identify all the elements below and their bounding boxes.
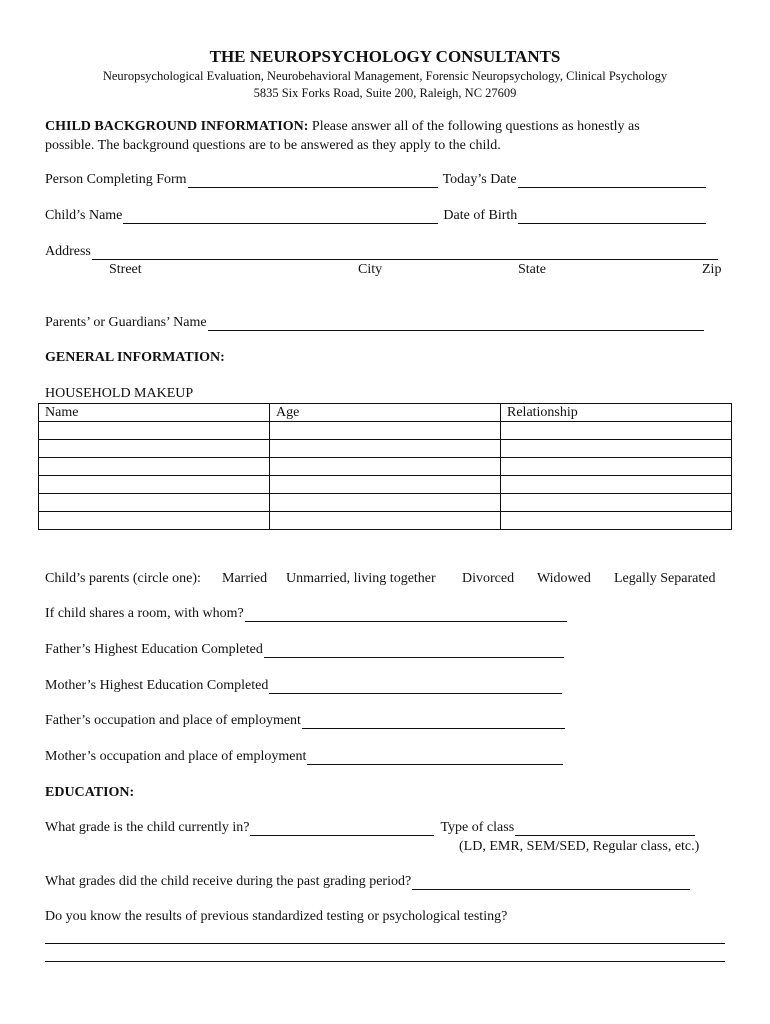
- table-cell[interactable]: [501, 512, 732, 530]
- household-table: [38, 403, 732, 530]
- services-subtitle: Neuropsychological Evaluation, Neurobehavioral Management, Forensic Neuropsychology, Clinical Psychology: [102, 69, 668, 83]
- testing-answer-line-1[interactable]: [45, 943, 725, 944]
- table-cell[interactable]: [39, 476, 270, 494]
- table-cell[interactable]: [501, 422, 732, 440]
- state-caption: State: [518, 262, 546, 277]
- childs-name-label: Child’s Name: [45, 208, 123, 223]
- mother-edu-label: Mother’s Highest Education Completed: [45, 678, 269, 693]
- table-cell[interactable]: [270, 494, 501, 512]
- intro-line-1: [45, 119, 640, 135]
- person-completing-field[interactable]: [188, 173, 438, 188]
- table-cell[interactable]: [39, 512, 270, 530]
- mother-occ-label: Mother’s occupation and place of employment: [45, 749, 307, 764]
- parents-row: [45, 315, 704, 331]
- intro-text-1: Please answer all of the following questions as honestly as: [308, 119, 640, 134]
- address-row: [45, 244, 718, 260]
- column-relationship-header: Relationship: [501, 404, 732, 422]
- mother-edu-row: [45, 678, 562, 694]
- father-occ-label: Father’s occupation and place of employment: [45, 713, 301, 728]
- class-type-examples: (LD, EMR, SEM/SED, Regular class, etc.): [459, 839, 700, 854]
- zip-caption: Zip: [702, 262, 722, 277]
- table-row: [39, 494, 732, 512]
- address-field[interactable]: [92, 245, 718, 260]
- father-edu-row: [45, 642, 564, 658]
- shares-room-label: If child shares a room, with whom?: [45, 606, 244, 621]
- parents-name-field[interactable]: [208, 316, 704, 331]
- shares-room-field[interactable]: [245, 607, 567, 622]
- table-cell[interactable]: [39, 494, 270, 512]
- table-row: [39, 422, 732, 440]
- parents-name-label: Parents’ or Guardians’ Name: [45, 315, 207, 330]
- table-row: [39, 512, 732, 530]
- table-cell[interactable]: [270, 512, 501, 530]
- person-completing-label: Person Completing Form: [45, 172, 187, 187]
- testing-label: Do you know the results of previous standardized testing or psychological testing?: [45, 909, 508, 924]
- grade-row: [45, 820, 695, 836]
- table-cell[interactable]: [501, 440, 732, 458]
- testing-answer-line-2[interactable]: [45, 961, 725, 962]
- office-address: 5835 Six Forks Road, Suite 200, Raleigh, NC 27609: [253, 86, 517, 100]
- intro-heading: CHILD BACKGROUND INFORMATION:: [45, 119, 309, 134]
- table-cell[interactable]: [39, 458, 270, 476]
- todays-date-label: Today’s Date: [442, 172, 517, 187]
- grades-label: What grades did the child receive during the past grading period?: [45, 874, 412, 889]
- class-type-field[interactable]: [515, 821, 695, 836]
- intro-line-2: possible. The background questions are to be answered as they apply to the child.: [45, 138, 501, 153]
- class-type-label: Type of class: [440, 820, 515, 835]
- general-info-heading: GENERAL INFORMATION:: [45, 350, 225, 365]
- grade-field[interactable]: [250, 821, 434, 836]
- option-unmarried[interactable]: Unmarried, living together: [286, 571, 436, 586]
- address-label: Address: [45, 244, 91, 259]
- mother-occ-row: [45, 749, 563, 765]
- table-row: [39, 458, 732, 476]
- column-name-header: Name: [39, 404, 270, 422]
- table-row: [39, 476, 732, 494]
- street-caption: Street: [109, 262, 142, 277]
- parents-status-label: Child’s parents (circle one):: [45, 571, 201, 586]
- option-divorced[interactable]: Divorced: [462, 571, 515, 586]
- father-occ-field[interactable]: [302, 714, 565, 729]
- table-cell[interactable]: [270, 476, 501, 494]
- date-of-birth-label: Date of Birth: [443, 208, 518, 223]
- table-cell[interactable]: [39, 422, 270, 440]
- mother-occ-field[interactable]: [307, 750, 563, 765]
- table-row: [39, 440, 732, 458]
- option-legally-separated[interactable]: Legally Separated: [614, 571, 716, 586]
- grades-row: [45, 874, 690, 890]
- grades-field[interactable]: [412, 875, 690, 890]
- option-married[interactable]: Married: [222, 571, 268, 586]
- table-cell[interactable]: [501, 476, 732, 494]
- table-cell[interactable]: [270, 458, 501, 476]
- table-header-row: [39, 404, 732, 422]
- option-widowed[interactable]: Widowed: [537, 571, 591, 586]
- mother-edu-field[interactable]: [269, 679, 562, 694]
- father-edu-field[interactable]: [264, 643, 564, 658]
- childs-name-field[interactable]: [123, 209, 438, 224]
- grade-label: What grade is the child currently in?: [45, 820, 250, 835]
- shares-room-row: [45, 606, 567, 622]
- page-title: THE NEUROPSYCHOLOGY CONSULTANTS: [209, 47, 561, 66]
- father-occ-row: [45, 713, 565, 729]
- father-edu-label: Father’s Highest Education Completed: [45, 642, 263, 657]
- table-cell[interactable]: [501, 494, 732, 512]
- child-dob-row: [45, 208, 706, 224]
- column-age-header: Age: [270, 404, 501, 422]
- table-cell[interactable]: [270, 440, 501, 458]
- person-date-row: [45, 172, 706, 188]
- city-caption: City: [358, 262, 383, 277]
- date-of-birth-field[interactable]: [518, 209, 706, 224]
- household-label: HOUSEHOLD MAKEUP: [45, 386, 194, 401]
- todays-date-field[interactable]: [518, 173, 706, 188]
- table-cell[interactable]: [501, 458, 732, 476]
- table-cell[interactable]: [39, 440, 270, 458]
- education-heading: EDUCATION:: [45, 785, 135, 800]
- table-cell[interactable]: [270, 422, 501, 440]
